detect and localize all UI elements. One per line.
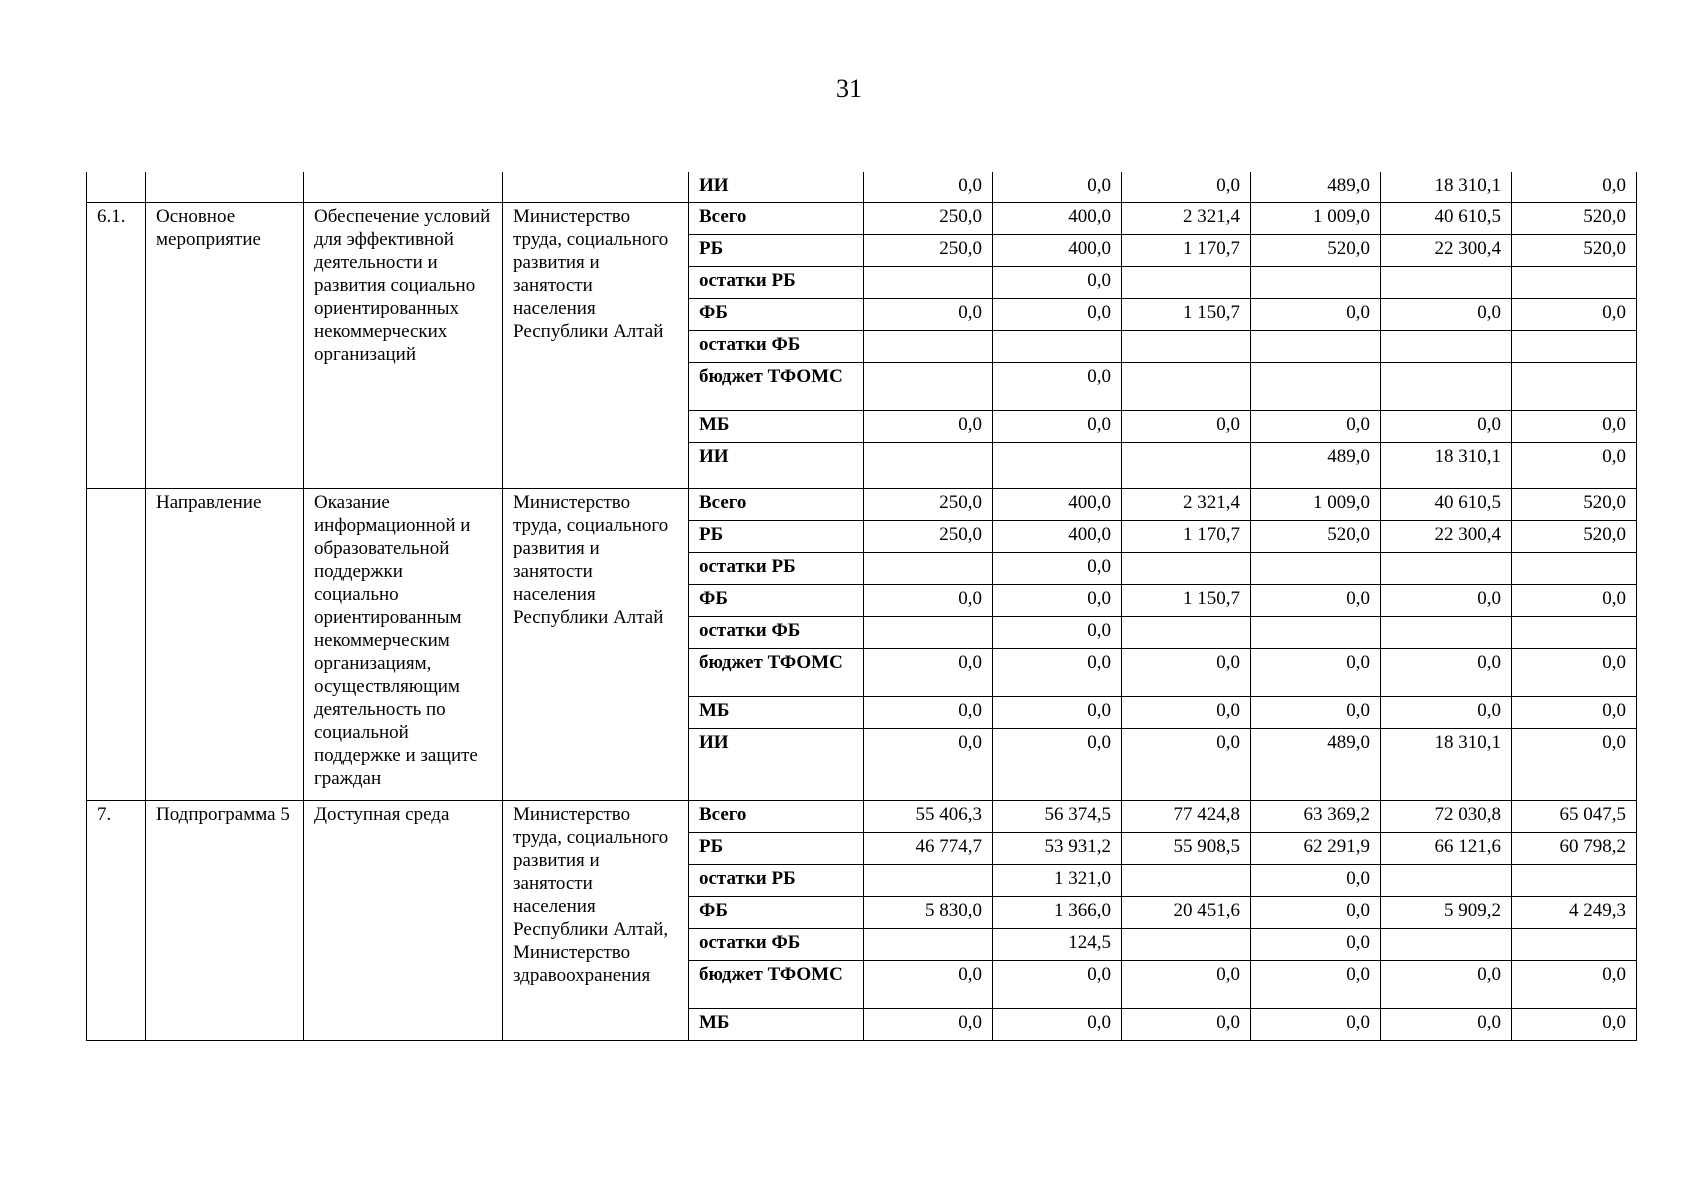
funding-source: остатки ФБ bbox=[689, 616, 864, 648]
amount-cell bbox=[864, 442, 993, 488]
amount-cell bbox=[1381, 266, 1512, 298]
amount-cell: 1 150,7 bbox=[1122, 584, 1251, 616]
amount-cell: 0,0 bbox=[1122, 728, 1251, 800]
amount-cell: 53 931,2 bbox=[993, 832, 1122, 864]
funding-source: остатки ФБ bbox=[689, 330, 864, 362]
funding-source: остатки РБ bbox=[689, 864, 864, 896]
budget-table bbox=[86, 172, 1637, 1041]
amount-cell: 55 406,3 bbox=[864, 800, 993, 832]
amount-cell bbox=[1512, 330, 1637, 362]
amount-cell: 0,0 bbox=[1122, 696, 1251, 728]
amount-cell bbox=[1122, 330, 1251, 362]
item-executor: Министерство труда, социального развития и занятости населения Республики Алтай bbox=[503, 488, 689, 800]
amount-cell: 62 291,9 bbox=[1251, 832, 1381, 864]
empty-cell bbox=[87, 172, 146, 202]
empty-cell bbox=[146, 172, 304, 202]
amount-cell: 0,0 bbox=[1251, 584, 1381, 616]
amount-cell bbox=[1512, 928, 1637, 960]
amount-cell bbox=[1512, 552, 1637, 584]
amount-cell: 400,0 bbox=[993, 520, 1122, 552]
amount-cell: 0,0 bbox=[1512, 960, 1637, 1008]
amount-cell: 0,0 bbox=[993, 362, 1122, 410]
funding-source: Всего bbox=[689, 202, 864, 234]
amount-cell: 0,0 bbox=[864, 1008, 993, 1040]
amount-cell bbox=[1512, 864, 1637, 896]
funding-source: ИИ bbox=[689, 172, 864, 202]
amount-cell: 72 030,8 bbox=[1381, 800, 1512, 832]
amount-cell: 489,0 bbox=[1251, 172, 1381, 202]
amount-cell: 489,0 bbox=[1251, 728, 1381, 800]
amount-cell: 1 150,7 bbox=[1122, 298, 1251, 330]
amount-cell: 18 310,1 bbox=[1381, 172, 1512, 202]
funding-source: ИИ bbox=[689, 442, 864, 488]
amount-cell: 0,0 bbox=[1251, 410, 1381, 442]
item-number bbox=[87, 488, 146, 800]
funding-source: бюджет ТФОМС bbox=[689, 960, 864, 1008]
amount-cell bbox=[1122, 362, 1251, 410]
amount-cell bbox=[1251, 616, 1381, 648]
amount-cell: 1 366,0 bbox=[993, 896, 1122, 928]
amount-cell bbox=[1251, 362, 1381, 410]
amount-cell: 18 310,1 bbox=[1381, 728, 1512, 800]
amount-cell: 77 424,8 bbox=[1122, 800, 1251, 832]
amount-cell: 124,5 bbox=[993, 928, 1122, 960]
amount-cell: 520,0 bbox=[1512, 202, 1637, 234]
amount-cell: 1 170,7 bbox=[1122, 520, 1251, 552]
amount-cell: 2 321,4 bbox=[1122, 202, 1251, 234]
amount-cell bbox=[1381, 616, 1512, 648]
funding-source: МБ bbox=[689, 1008, 864, 1040]
amount-cell: 40 610,5 bbox=[1381, 202, 1512, 234]
amount-cell: 22 300,4 bbox=[1381, 520, 1512, 552]
amount-cell: 0,0 bbox=[1512, 648, 1637, 696]
amount-cell: 0,0 bbox=[864, 648, 993, 696]
item-name: Оказание информационной и образовательной поддержки социально ориентированным некоммерческим организациям, осуществляющим деятельность по социальной поддержке и защите граждан bbox=[304, 488, 503, 800]
amount-cell: 0,0 bbox=[864, 728, 993, 800]
amount-cell bbox=[1251, 330, 1381, 362]
item-executor: Министерство труда, социального развития и занятости населения Республики Алтай, Министерство здравоохранения bbox=[503, 800, 689, 1040]
amount-cell: 0,0 bbox=[1122, 960, 1251, 1008]
amount-cell: 4 249,3 bbox=[1512, 896, 1637, 928]
amount-cell: 0,0 bbox=[993, 696, 1122, 728]
amount-cell bbox=[1381, 864, 1512, 896]
amount-cell: 1 170,7 bbox=[1122, 234, 1251, 266]
amount-cell: 250,0 bbox=[864, 520, 993, 552]
amount-cell: 250,0 bbox=[864, 202, 993, 234]
funding-source: ФБ bbox=[689, 584, 864, 616]
amount-cell: 0,0 bbox=[1381, 298, 1512, 330]
amount-cell: 18 310,1 bbox=[1381, 442, 1512, 488]
amount-cell: 400,0 bbox=[993, 488, 1122, 520]
amount-cell: 0,0 bbox=[1381, 410, 1512, 442]
amount-cell: 400,0 bbox=[993, 234, 1122, 266]
item-number: 7. bbox=[87, 800, 146, 1040]
amount-cell: 0,0 bbox=[1251, 928, 1381, 960]
amount-cell: 56 374,5 bbox=[993, 800, 1122, 832]
amount-cell bbox=[1512, 266, 1637, 298]
amount-cell: 250,0 bbox=[864, 234, 993, 266]
funding-source: остатки ФБ bbox=[689, 928, 864, 960]
amount-cell bbox=[1251, 552, 1381, 584]
funding-source: МБ bbox=[689, 410, 864, 442]
funding-source: РБ bbox=[689, 234, 864, 266]
empty-cell bbox=[304, 172, 503, 202]
amount-cell: 520,0 bbox=[1251, 520, 1381, 552]
amount-cell: 0,0 bbox=[1251, 896, 1381, 928]
amount-cell: 0,0 bbox=[993, 728, 1122, 800]
amount-cell bbox=[864, 330, 993, 362]
amount-cell: 0,0 bbox=[1251, 864, 1381, 896]
item-type: Основное мероприятие bbox=[146, 202, 304, 488]
amount-cell: 0,0 bbox=[1122, 172, 1251, 202]
amount-cell: 0,0 bbox=[993, 960, 1122, 1008]
funding-source: бюджет ТФОМС bbox=[689, 362, 864, 410]
carry-over-row bbox=[87, 172, 1637, 202]
amount-cell bbox=[1122, 616, 1251, 648]
amount-cell: 0,0 bbox=[993, 616, 1122, 648]
amount-cell: 0,0 bbox=[1381, 1008, 1512, 1040]
amount-cell bbox=[864, 266, 993, 298]
amount-cell: 0,0 bbox=[1381, 648, 1512, 696]
amount-cell: 0,0 bbox=[864, 960, 993, 1008]
amount-cell: 0,0 bbox=[993, 172, 1122, 202]
amount-cell: 40 610,5 bbox=[1381, 488, 1512, 520]
amount-cell: 520,0 bbox=[1512, 488, 1637, 520]
amount-cell: 5 909,2 bbox=[1381, 896, 1512, 928]
amount-cell bbox=[864, 362, 993, 410]
funding-source: Всего bbox=[689, 488, 864, 520]
amount-cell: 20 451,6 bbox=[1122, 896, 1251, 928]
item-type: Направление bbox=[146, 488, 304, 800]
amount-cell: 0,0 bbox=[993, 584, 1122, 616]
amount-cell: 2 321,4 bbox=[1122, 488, 1251, 520]
amount-cell bbox=[864, 864, 993, 896]
page-number: 31 bbox=[836, 74, 862, 103]
amount-cell bbox=[1512, 362, 1637, 410]
amount-cell: 0,0 bbox=[993, 298, 1122, 330]
amount-cell bbox=[864, 552, 993, 584]
empty-cell bbox=[503, 172, 689, 202]
amount-cell: 0,0 bbox=[993, 410, 1122, 442]
amount-cell bbox=[1122, 864, 1251, 896]
funding-source: остатки РБ bbox=[689, 266, 864, 298]
amount-cell: 65 047,5 bbox=[1512, 800, 1637, 832]
amount-cell: 0,0 bbox=[1512, 172, 1637, 202]
amount-cell: 520,0 bbox=[1251, 234, 1381, 266]
funding-source: остатки РБ bbox=[689, 552, 864, 584]
table-row bbox=[87, 800, 1637, 832]
amount-cell: 55 908,5 bbox=[1122, 832, 1251, 864]
amount-cell: 0,0 bbox=[993, 648, 1122, 696]
funding-source: РБ bbox=[689, 520, 864, 552]
amount-cell: 0,0 bbox=[1122, 410, 1251, 442]
amount-cell: 0,0 bbox=[1251, 960, 1381, 1008]
amount-cell: 0,0 bbox=[864, 172, 993, 202]
amount-cell: 0,0 bbox=[1512, 410, 1637, 442]
amount-cell: 0,0 bbox=[1251, 696, 1381, 728]
amount-cell bbox=[1381, 552, 1512, 584]
funding-source: РБ bbox=[689, 832, 864, 864]
amount-cell bbox=[1122, 552, 1251, 584]
amount-cell bbox=[1251, 266, 1381, 298]
amount-cell: 0,0 bbox=[1251, 1008, 1381, 1040]
item-executor: Министерство труда, социального развития и занятости населения Республики Алтай bbox=[503, 202, 689, 488]
amount-cell bbox=[1381, 330, 1512, 362]
amount-cell: 0,0 bbox=[993, 1008, 1122, 1040]
amount-cell: 520,0 bbox=[1512, 520, 1637, 552]
funding-source: ИИ bbox=[689, 728, 864, 800]
amount-cell: 0,0 bbox=[1512, 696, 1637, 728]
amount-cell bbox=[1381, 362, 1512, 410]
item-name: Доступная среда bbox=[304, 800, 503, 1040]
funding-source: МБ bbox=[689, 696, 864, 728]
amount-cell bbox=[993, 442, 1122, 488]
funding-source: бюджет ТФОМС bbox=[689, 648, 864, 696]
amount-cell: 0,0 bbox=[993, 266, 1122, 298]
amount-cell: 0,0 bbox=[1512, 728, 1637, 800]
amount-cell bbox=[993, 330, 1122, 362]
amount-cell: 66 121,6 bbox=[1381, 832, 1512, 864]
amount-cell: 0,0 bbox=[1381, 696, 1512, 728]
amount-cell: 1 321,0 bbox=[993, 864, 1122, 896]
amount-cell: 0,0 bbox=[1512, 584, 1637, 616]
amount-cell: 0,0 bbox=[1122, 648, 1251, 696]
amount-cell: 250,0 bbox=[864, 488, 993, 520]
amount-cell bbox=[864, 928, 993, 960]
amount-cell: 489,0 bbox=[1251, 442, 1381, 488]
funding-source: Всего bbox=[689, 800, 864, 832]
amount-cell: 0,0 bbox=[1381, 584, 1512, 616]
amount-cell: 520,0 bbox=[1512, 234, 1637, 266]
amount-cell: 400,0 bbox=[993, 202, 1122, 234]
amount-cell: 46 774,7 bbox=[864, 832, 993, 864]
amount-cell: 0,0 bbox=[864, 696, 993, 728]
item-number: 6.1. bbox=[87, 202, 146, 488]
amount-cell: 1 009,0 bbox=[1251, 202, 1381, 234]
amount-cell: 0,0 bbox=[864, 584, 993, 616]
item-type: Подпрограмма 5 bbox=[146, 800, 304, 1040]
amount-cell: 0,0 bbox=[864, 298, 993, 330]
amount-cell: 0,0 bbox=[1512, 442, 1637, 488]
amount-cell: 63 369,2 bbox=[1251, 800, 1381, 832]
amount-cell: 0,0 bbox=[864, 410, 993, 442]
amount-cell: 0,0 bbox=[993, 552, 1122, 584]
amount-cell bbox=[1122, 928, 1251, 960]
amount-cell: 22 300,4 bbox=[1381, 234, 1512, 266]
table-row bbox=[87, 488, 1637, 520]
amount-cell bbox=[1381, 928, 1512, 960]
amount-cell: 0,0 bbox=[1512, 298, 1637, 330]
funding-source: ФБ bbox=[689, 298, 864, 330]
funding-source: ФБ bbox=[689, 896, 864, 928]
amount-cell: 5 830,0 bbox=[864, 896, 993, 928]
amount-cell: 0,0 bbox=[1122, 1008, 1251, 1040]
amount-cell bbox=[864, 616, 993, 648]
amount-cell bbox=[1122, 442, 1251, 488]
amount-cell bbox=[1122, 266, 1251, 298]
amount-cell bbox=[1512, 616, 1637, 648]
amount-cell: 0,0 bbox=[1251, 648, 1381, 696]
item-name: Обеспечение условий для эффективной деятельности и развития социально ориентированных некоммерческих организаций bbox=[304, 202, 503, 488]
amount-cell: 60 798,2 bbox=[1512, 832, 1637, 864]
table-row bbox=[87, 202, 1637, 234]
amount-cell: 0,0 bbox=[1512, 1008, 1637, 1040]
amount-cell: 0,0 bbox=[1251, 298, 1381, 330]
amount-cell: 1 009,0 bbox=[1251, 488, 1381, 520]
amount-cell: 0,0 bbox=[1381, 960, 1512, 1008]
